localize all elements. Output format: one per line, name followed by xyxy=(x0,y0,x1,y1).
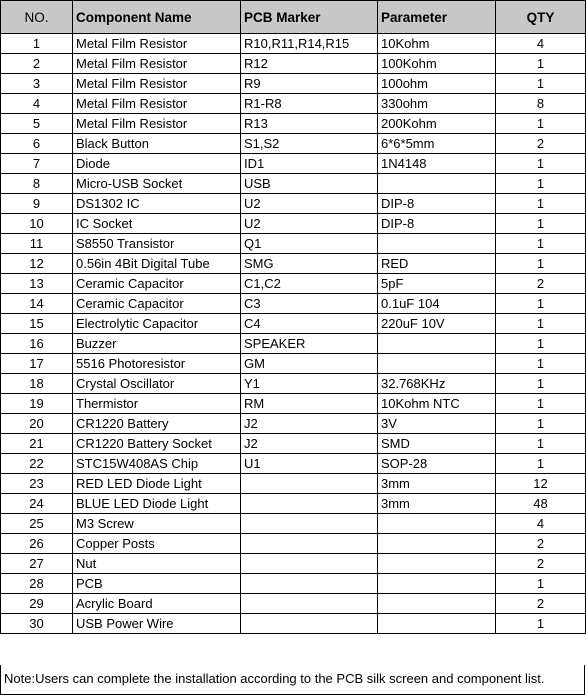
cell-parameter: 3V xyxy=(378,414,496,434)
cell-component-name: Black Button xyxy=(73,134,241,154)
cell-qty: 1 xyxy=(496,454,586,474)
cell-component-name: Thermistor xyxy=(73,394,241,414)
cell-qty: 8 xyxy=(496,94,586,114)
cell-pcb-marker xyxy=(241,474,378,494)
cell-parameter: 10Kohm NTC xyxy=(378,394,496,414)
cell-component-name: 0.56in 4Bit Digital Tube xyxy=(73,254,241,274)
cell-pcb-marker: J2 xyxy=(241,434,378,454)
cell-parameter xyxy=(378,574,496,594)
cell-qty: 1 xyxy=(496,54,586,74)
cell-no: 24 xyxy=(1,494,73,514)
cell-qty: 1 xyxy=(496,614,586,634)
cell-parameter xyxy=(378,334,496,354)
cell-no: 5 xyxy=(1,114,73,134)
cell-no: 17 xyxy=(1,354,73,374)
cell-qty: 1 xyxy=(496,254,586,274)
cell-pcb-marker: R1-R8 xyxy=(241,94,378,114)
cell-parameter: DIP-8 xyxy=(378,214,496,234)
table-row xyxy=(1,254,586,274)
cell-qty: 1 xyxy=(496,334,586,354)
cell-parameter: 100ohm xyxy=(378,74,496,94)
cell-component-name: CR1220 Battery xyxy=(73,414,241,434)
cell-parameter: 1N4148 xyxy=(378,154,496,174)
cell-pcb-marker: SMG xyxy=(241,254,378,274)
table-row xyxy=(1,434,586,454)
cell-qty: 1 xyxy=(496,294,586,314)
cell-qty: 1 xyxy=(496,434,586,454)
cell-parameter: 220uF 10V xyxy=(378,314,496,334)
cell-parameter: 3mm xyxy=(378,474,496,494)
cell-parameter xyxy=(378,174,496,194)
cell-component-name: Electrolytic Capacitor xyxy=(73,314,241,334)
cell-component-name: BLUE LED Diode Light xyxy=(73,494,241,514)
cell-pcb-marker: Q1 xyxy=(241,234,378,254)
table-row xyxy=(1,474,586,494)
table-row xyxy=(1,114,586,134)
cell-no: 28 xyxy=(1,574,73,594)
table-row xyxy=(1,134,586,154)
table-row xyxy=(1,414,586,434)
cell-no: 14 xyxy=(1,294,73,314)
cell-parameter: SMD xyxy=(378,434,496,454)
cell-qty: 2 xyxy=(496,134,586,154)
cell-pcb-marker: R13 xyxy=(241,114,378,134)
cell-no: 1 xyxy=(1,34,73,54)
table-row xyxy=(1,574,586,594)
cell-parameter: 6*6*5mm xyxy=(378,134,496,154)
cell-parameter: 100Kohm xyxy=(378,54,496,74)
table-row xyxy=(1,154,586,174)
cell-no: 12 xyxy=(1,254,73,274)
table-row xyxy=(1,314,586,334)
cell-pcb-marker: GM xyxy=(241,354,378,374)
cell-no: 6 xyxy=(1,134,73,154)
cell-no: 23 xyxy=(1,474,73,494)
cell-pcb-marker: SPEAKER xyxy=(241,334,378,354)
cell-no: 26 xyxy=(1,534,73,554)
cell-qty: 1 xyxy=(496,154,586,174)
cell-no: 4 xyxy=(1,94,73,114)
cell-pcb-marker: R10,R11,R14,R15 xyxy=(241,34,378,54)
cell-pcb-marker: Y1 xyxy=(241,374,378,394)
table-row xyxy=(1,534,586,554)
cell-qty: 1 xyxy=(496,374,586,394)
cell-pcb-marker xyxy=(241,514,378,534)
table-row xyxy=(1,194,586,214)
cell-pcb-marker: S1,S2 xyxy=(241,134,378,154)
cell-qty: 12 xyxy=(496,474,586,494)
cell-no: 25 xyxy=(1,514,73,534)
cell-parameter xyxy=(378,614,496,634)
table-body xyxy=(1,34,586,634)
cell-pcb-marker xyxy=(241,494,378,514)
cell-parameter xyxy=(378,554,496,574)
cell-component-name: Acrylic Board xyxy=(73,594,241,614)
cell-qty: 1 xyxy=(496,114,586,134)
cell-no: 7 xyxy=(1,154,73,174)
cell-qty: 4 xyxy=(496,514,586,534)
cell-qty: 2 xyxy=(496,274,586,294)
table-row xyxy=(1,334,586,354)
cell-parameter: DIP-8 xyxy=(378,194,496,214)
cell-qty: 1 xyxy=(496,74,586,94)
cell-no: 21 xyxy=(1,434,73,454)
cell-qty: 48 xyxy=(496,494,586,514)
cell-component-name: S8550 Transistor xyxy=(73,234,241,254)
header-pcb-marker: PCB Marker xyxy=(241,1,378,34)
cell-no: 15 xyxy=(1,314,73,334)
cell-qty: 1 xyxy=(496,574,586,594)
cell-parameter xyxy=(378,534,496,554)
cell-parameter xyxy=(378,354,496,374)
cell-qty: 4 xyxy=(496,34,586,54)
cell-no: 29 xyxy=(1,594,73,614)
table-row xyxy=(1,614,586,634)
cell-pcb-marker: USB xyxy=(241,174,378,194)
cell-parameter: 3mm xyxy=(378,494,496,514)
table-row xyxy=(1,594,586,614)
cell-pcb-marker: R12 xyxy=(241,54,378,74)
header-parameter: Parameter xyxy=(378,1,496,34)
cell-no: 22 xyxy=(1,454,73,474)
cell-component-name: USB Power Wire xyxy=(73,614,241,634)
table-row xyxy=(1,494,586,514)
cell-parameter: 10Kohm xyxy=(378,34,496,54)
cell-no: 18 xyxy=(1,374,73,394)
cell-component-name: Metal Film Resistor xyxy=(73,74,241,94)
cell-parameter xyxy=(378,234,496,254)
cell-qty: 2 xyxy=(496,554,586,574)
cell-qty: 1 xyxy=(496,234,586,254)
table-row xyxy=(1,94,586,114)
cell-parameter: 330ohm xyxy=(378,94,496,114)
cell-qty: 1 xyxy=(496,394,586,414)
cell-component-name: Metal Film Resistor xyxy=(73,94,241,114)
cell-component-name: Copper Posts xyxy=(73,534,241,554)
cell-qty: 2 xyxy=(496,594,586,614)
cell-parameter: 200Kohm xyxy=(378,114,496,134)
cell-qty: 2 xyxy=(496,534,586,554)
cell-pcb-marker: C3 xyxy=(241,294,378,314)
cell-pcb-marker xyxy=(241,534,378,554)
cell-component-name: IC Socket xyxy=(73,214,241,234)
cell-pcb-marker: C1,C2 xyxy=(241,274,378,294)
cell-component-name: CR1220 Battery Socket xyxy=(73,434,241,454)
header-no: NO. xyxy=(1,1,73,34)
cell-qty: 1 xyxy=(496,214,586,234)
cell-qty: 1 xyxy=(496,174,586,194)
cell-component-name: Buzzer xyxy=(73,334,241,354)
cell-qty: 1 xyxy=(496,314,586,334)
cell-component-name: Metal Film Resistor xyxy=(73,54,241,74)
table-row xyxy=(1,74,586,94)
cell-no: 2 xyxy=(1,54,73,74)
cell-pcb-marker xyxy=(241,594,378,614)
cell-parameter: 32.768KHz xyxy=(378,374,496,394)
table-row xyxy=(1,294,586,314)
cell-component-name: Diode xyxy=(73,154,241,174)
cell-component-name: STC15W408AS Chip xyxy=(73,454,241,474)
cell-component-name: Metal Film Resistor xyxy=(73,114,241,134)
cell-component-name: Nut xyxy=(73,554,241,574)
cell-no: 27 xyxy=(1,554,73,574)
cell-component-name: 5516 Photoresistor xyxy=(73,354,241,374)
cell-qty: 1 xyxy=(496,414,586,434)
header-component-name: Component Name xyxy=(73,1,241,34)
cell-pcb-marker: R9 xyxy=(241,74,378,94)
cell-parameter xyxy=(378,594,496,614)
cell-parameter xyxy=(378,514,496,534)
cell-no: 11 xyxy=(1,234,73,254)
cell-no: 13 xyxy=(1,274,73,294)
cell-no: 9 xyxy=(1,194,73,214)
header-qty: QTY xyxy=(496,1,586,34)
cell-no: 30 xyxy=(1,614,73,634)
cell-component-name: DS1302 IC xyxy=(73,194,241,214)
cell-pcb-marker: J2 xyxy=(241,414,378,434)
table-row xyxy=(1,354,586,374)
cell-component-name: M3 Screw xyxy=(73,514,241,534)
cell-component-name: Metal Film Resistor xyxy=(73,34,241,54)
table-row xyxy=(1,394,586,414)
cell-qty: 1 xyxy=(496,194,586,214)
table-row xyxy=(1,274,586,294)
cell-pcb-marker: RM xyxy=(241,394,378,414)
cell-parameter: RED xyxy=(378,254,496,274)
cell-component-name: RED LED Diode Light xyxy=(73,474,241,494)
table-row xyxy=(1,234,586,254)
cell-component-name: Ceramic Capacitor xyxy=(73,294,241,314)
table-row xyxy=(1,34,586,54)
cell-pcb-marker: U1 xyxy=(241,454,378,474)
cell-component-name: Crystal Oscillator xyxy=(73,374,241,394)
cell-pcb-marker: C4 xyxy=(241,314,378,334)
cell-no: 3 xyxy=(1,74,73,94)
cell-component-name: Micro-USB Socket xyxy=(73,174,241,194)
table-row xyxy=(1,374,586,394)
cell-no: 8 xyxy=(1,174,73,194)
cell-pcb-marker: ID1 xyxy=(241,154,378,174)
cell-pcb-marker xyxy=(241,614,378,634)
cell-parameter: 0.1uF 104 xyxy=(378,294,496,314)
table-row xyxy=(1,54,586,74)
table-row xyxy=(1,174,586,194)
cell-component-name: Ceramic Capacitor xyxy=(73,274,241,294)
cell-parameter: SOP-28 xyxy=(378,454,496,474)
cell-no: 19 xyxy=(1,394,73,414)
cell-pcb-marker: U2 xyxy=(241,214,378,234)
cell-parameter: 5pF xyxy=(378,274,496,294)
cell-pcb-marker xyxy=(241,574,378,594)
table-row xyxy=(1,554,586,574)
cell-component-name: PCB xyxy=(73,574,241,594)
table-row xyxy=(1,214,586,234)
cell-pcb-marker: U2 xyxy=(241,194,378,214)
cell-no: 20 xyxy=(1,414,73,434)
header-row xyxy=(1,1,586,34)
cell-pcb-marker xyxy=(241,554,378,574)
cell-no: 16 xyxy=(1,334,73,354)
cell-no: 10 xyxy=(1,214,73,234)
table-row xyxy=(1,514,586,534)
table-row xyxy=(1,454,586,474)
installation-note: Note:Users can complete the installation according to the PCB silk screen and component list. xyxy=(0,665,585,695)
cell-qty: 1 xyxy=(496,354,586,374)
